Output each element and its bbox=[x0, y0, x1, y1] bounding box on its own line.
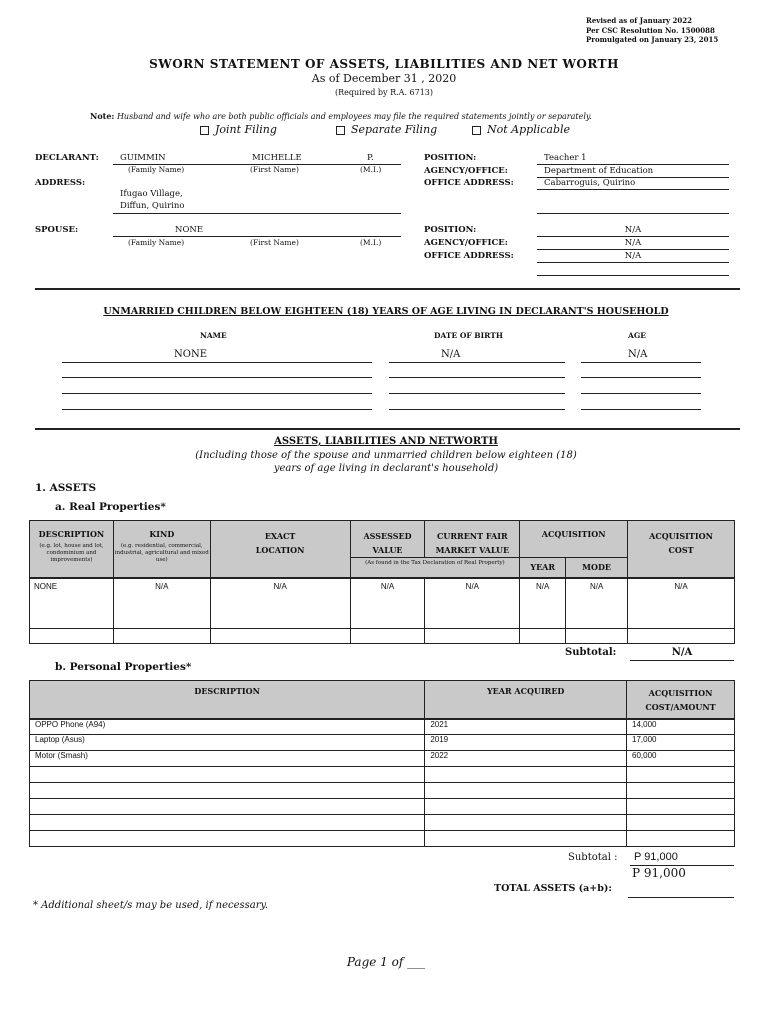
revision-line: Per CSC Resolution No. 1500088 bbox=[586, 25, 715, 35]
table-row bbox=[30, 751, 735, 767]
field-line bbox=[113, 236, 401, 237]
checkbox-icon[interactable] bbox=[336, 126, 345, 135]
cell-mode[interactable]: N/A bbox=[566, 578, 628, 629]
field-line bbox=[537, 275, 729, 276]
header-kind: KIND (e.g. residential, commercial, industrial, agricultural and mixed use) bbox=[113, 521, 210, 578]
agency-value[interactable]: Department of Education bbox=[544, 166, 654, 176]
field-line bbox=[62, 393, 372, 394]
cell-description[interactable]: Laptop (Asus) bbox=[30, 735, 425, 751]
declarant-first-name[interactable]: MICHELLE bbox=[252, 153, 302, 163]
assets-label: 1. ASSETS bbox=[35, 482, 97, 494]
position-value[interactable]: Teacher 1 bbox=[544, 153, 587, 163]
children-heading: UNMARRIED CHILDREN BELOW EIGHTEEN (18) YEARS OF AGE LIVING IN DECLARANT'S HOUSEHOLD bbox=[103, 306, 669, 317]
field-line bbox=[581, 409, 701, 410]
assets-heading: ASSETS, LIABILITIES AND NETWORTH bbox=[274, 436, 498, 447]
address-line-2[interactable]: Diffun, Quirino bbox=[120, 201, 185, 211]
table-row bbox=[30, 831, 735, 847]
personal-properties-label: b. Personal Properties* bbox=[55, 661, 192, 673]
table-row bbox=[30, 815, 735, 831]
cell-cost[interactable]: 14,000 bbox=[627, 719, 735, 735]
real-subtotal-value[interactable]: N/A bbox=[671, 647, 693, 658]
spouse-agency-value[interactable]: N/A bbox=[624, 238, 642, 248]
address-line-1[interactable]: Ifugao Village, bbox=[120, 189, 183, 199]
field-line bbox=[628, 897, 734, 898]
header-acquisition-cost: ACQUISITION COST/AMOUNT bbox=[627, 681, 735, 719]
header-value-note: (As found in the Tax Declaration of Real Property) bbox=[350, 558, 520, 578]
filing-option-separate[interactable]: Separate Filing bbox=[336, 123, 437, 136]
filing-option-na[interactable]: Not Applicable bbox=[472, 123, 570, 136]
cell-kind[interactable]: N/A bbox=[113, 578, 210, 629]
mi-caption: (M.I.) bbox=[360, 238, 382, 247]
field-line bbox=[537, 189, 729, 190]
personal-subtotal-label: Subtotal : bbox=[568, 852, 618, 863]
assets-subheading-1: (Including those of the spouse and unmarried children below eighteen (18) bbox=[195, 450, 577, 461]
revision-line: Revised as of January 2022 bbox=[586, 16, 692, 25]
header-description: DESCRIPTION (e.g. lot, house and lot, condominium and improvements) bbox=[30, 521, 114, 578]
field-line bbox=[581, 362, 701, 363]
header-assessed: ASSESSED VALUE bbox=[350, 521, 425, 558]
child-dob[interactable]: N/A bbox=[441, 349, 461, 360]
field-line bbox=[581, 377, 701, 378]
header-description: DESCRIPTION bbox=[30, 681, 425, 719]
field-line bbox=[389, 409, 565, 410]
field-line bbox=[581, 393, 701, 394]
table-row bbox=[30, 629, 735, 644]
real-subtotal-label: Subtotal: bbox=[565, 647, 617, 658]
family-name-caption: (Family Name) bbox=[128, 238, 185, 247]
table-row bbox=[30, 799, 735, 815]
header-mode: MODE bbox=[566, 558, 628, 578]
children-col-name: NAME bbox=[200, 331, 227, 340]
field-line bbox=[389, 393, 565, 394]
child-age[interactable]: N/A bbox=[628, 349, 648, 360]
mi-caption: (M.I.) bbox=[360, 165, 382, 174]
cell-cost[interactable]: 17,000 bbox=[627, 735, 735, 751]
field-line bbox=[62, 362, 372, 363]
table-row bbox=[30, 578, 735, 629]
office-address-label: OFFICE ADDRESS: bbox=[424, 178, 514, 188]
position-label: POSITION: bbox=[424, 153, 477, 163]
table-row bbox=[30, 783, 735, 799]
header-fair-market: CURRENT FAIR MARKET VALUE bbox=[425, 521, 520, 558]
office-address-value[interactable]: Cabarroguis, Quirino bbox=[544, 178, 636, 188]
personal-subtotal-value[interactable]: P 91,000 bbox=[634, 851, 678, 863]
spouse-position-label: POSITION: bbox=[424, 225, 477, 235]
header-location: EXACT LOCATION bbox=[210, 521, 350, 578]
cell-year[interactable]: 2019 bbox=[425, 735, 627, 751]
declarant-family-name[interactable]: GUIMMIN bbox=[120, 153, 166, 163]
cell-year[interactable]: 2021 bbox=[425, 719, 627, 735]
revision-line: Promulgated on January 23, 2015 bbox=[586, 35, 719, 44]
cell-assessed[interactable]: N/A bbox=[350, 578, 425, 629]
spouse-position-value[interactable]: N/A bbox=[624, 225, 642, 235]
first-name-caption: (First Name) bbox=[250, 165, 299, 174]
total-assets-label: TOTAL ASSETS (a+b): bbox=[494, 883, 612, 894]
declarant-mi[interactable]: P. bbox=[367, 153, 374, 163]
field-line bbox=[537, 164, 729, 165]
field-line bbox=[62, 409, 372, 410]
field-line bbox=[537, 262, 729, 263]
field-line bbox=[537, 249, 729, 250]
field-line bbox=[389, 377, 565, 378]
header-year: YEAR bbox=[520, 558, 566, 578]
spouse-name[interactable]: NONE bbox=[175, 225, 204, 235]
children-col-dob: DATE OF BIRTH bbox=[434, 331, 503, 340]
field-line bbox=[62, 377, 372, 378]
checkbox-icon[interactable] bbox=[200, 126, 209, 135]
total-assets-value[interactable]: P 91,000 bbox=[632, 866, 686, 880]
page-number: Page 1 of ___ bbox=[346, 955, 426, 969]
cell-description[interactable]: OPPO Phone (A94) bbox=[30, 719, 425, 735]
spouse-office-address-label: OFFICE ADDRESS: bbox=[424, 251, 514, 261]
agency-label: AGENCY/OFFICE: bbox=[424, 166, 508, 176]
personal-properties-table bbox=[29, 680, 735, 847]
table-row bbox=[30, 735, 735, 751]
child-name[interactable]: NONE bbox=[174, 349, 207, 360]
table-header-row bbox=[30, 521, 735, 558]
real-properties-label: a. Real Properties* bbox=[55, 501, 166, 513]
header-acquisition-cost: ACQUISITION COST bbox=[628, 521, 735, 578]
field-line bbox=[113, 213, 401, 214]
footnote: * Additional sheet/s may be used, if necessary. bbox=[33, 900, 269, 911]
real-properties-table bbox=[29, 520, 735, 644]
cell-year[interactable]: N/A bbox=[520, 578, 566, 629]
spouse-label: SPOUSE: bbox=[35, 225, 79, 235]
children-col-age: AGE bbox=[628, 331, 646, 340]
note bbox=[90, 111, 592, 121]
note-label: Note: bbox=[90, 111, 115, 121]
table-row bbox=[30, 719, 735, 735]
revision-info bbox=[586, 16, 718, 45]
cell-cost[interactable]: 60,000 bbox=[627, 751, 735, 767]
first-name-caption: (First Name) bbox=[250, 238, 299, 247]
header-acquisition: ACQUISITION bbox=[520, 521, 628, 558]
note-text: Husband and wife who are both public officials and employees may file the required statements jointly or separately. bbox=[116, 112, 592, 121]
page-title: SWORN STATEMENT OF ASSETS, LIABILITIES AND NET WORTH bbox=[149, 57, 619, 71]
family-name-caption: (Family Name) bbox=[128, 165, 185, 174]
field-line bbox=[537, 236, 729, 237]
table-row bbox=[30, 767, 735, 783]
field-line bbox=[630, 660, 734, 661]
required-by: (Required by R.A. 6713) bbox=[334, 88, 434, 97]
field-line bbox=[389, 362, 565, 363]
spouse-agency-label: AGENCY/OFFICE: bbox=[424, 238, 508, 248]
cell-description[interactable]: Motor (Smash) bbox=[30, 751, 425, 767]
assets-subheading-2: years of age living in declarant's household) bbox=[273, 463, 499, 474]
cell-cost[interactable]: N/A bbox=[628, 578, 735, 629]
cell-fair-market[interactable]: N/A bbox=[425, 578, 520, 629]
header-year-acquired: YEAR ACQUIRED bbox=[425, 681, 627, 719]
checkbox-icon[interactable] bbox=[472, 126, 481, 135]
section-divider bbox=[35, 288, 740, 290]
section-divider bbox=[35, 428, 740, 430]
cell-location[interactable]: N/A bbox=[210, 578, 350, 629]
filing-option-joint[interactable]: Joint Filing bbox=[200, 123, 277, 136]
spouse-office-address-value[interactable]: N/A bbox=[624, 251, 642, 261]
table-header-row bbox=[30, 681, 735, 719]
cell-year[interactable]: 2022 bbox=[425, 751, 627, 767]
declarant-label: DECLARANT: bbox=[35, 153, 99, 163]
as-of-date: As of December 31 , 2020 bbox=[311, 72, 457, 85]
cell-description[interactable]: NONE bbox=[30, 578, 114, 629]
address-label: ADDRESS: bbox=[35, 178, 86, 188]
field-line bbox=[537, 213, 729, 214]
